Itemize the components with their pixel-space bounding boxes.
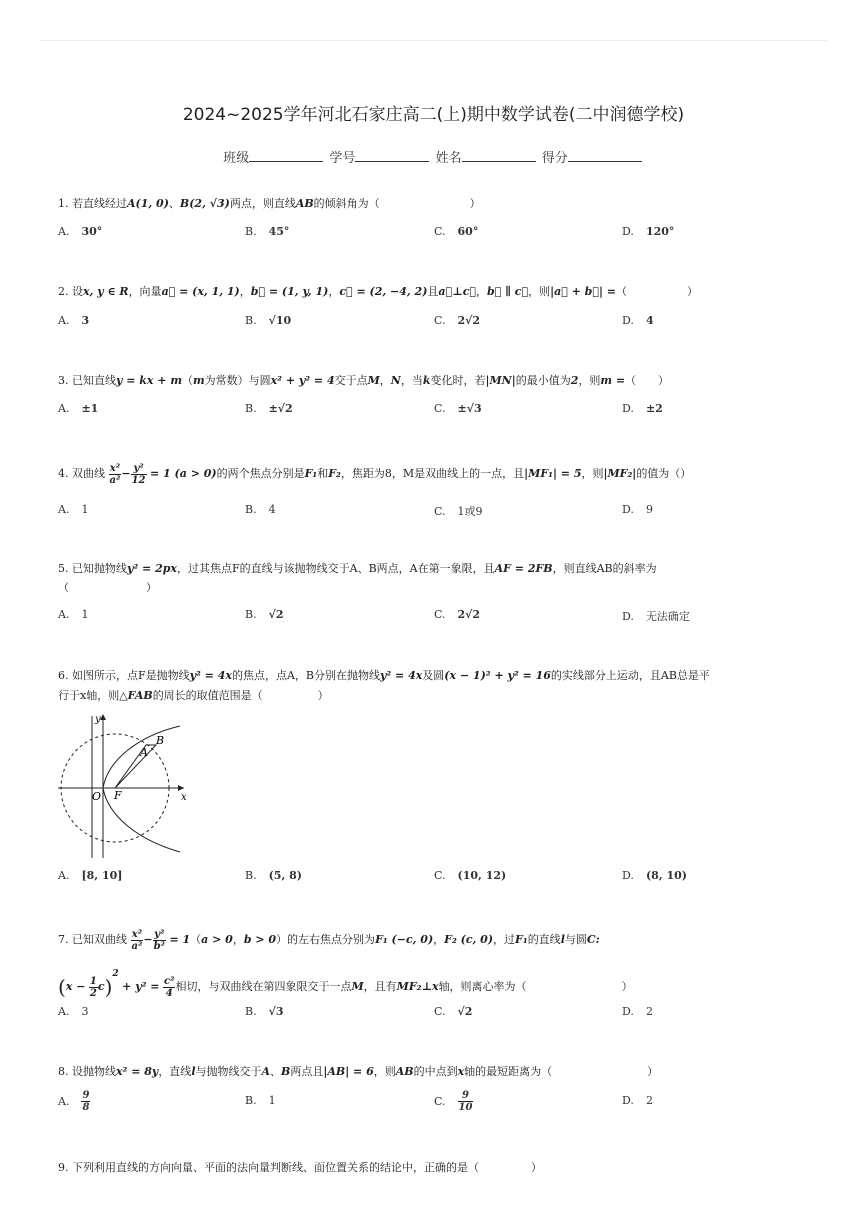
math: m = <box>600 374 626 387</box>
math: y² = 2px <box>127 562 177 575</box>
option-a[interactable] <box>58 869 122 882</box>
math: AF = 2FB <box>494 562 553 575</box>
option-a[interactable] <box>58 402 98 415</box>
math: AB <box>395 1065 414 1078</box>
option-label: A. <box>58 869 70 882</box>
option-label: C. <box>434 1005 446 1018</box>
question-text: 下列利用直线的方向向量、平面的法向量判断线、面位置关系的结论中，正确的是（ <box>72 1161 479 1174</box>
question-text: 的实线部分上运动，且AB总是平 <box>550 669 710 682</box>
fraction-denominator: 10 <box>458 1102 473 1113</box>
option-value: 2 <box>645 1094 653 1107</box>
question-text: 交于点 <box>334 374 368 387</box>
question-number: 4. <box>58 467 69 480</box>
option-a[interactable] <box>58 608 88 621</box>
question-text: ）的左右焦点分别为 <box>276 933 376 946</box>
question-text: 、 <box>168 197 180 210</box>
parabola-circle-figure <box>58 710 198 860</box>
question-4 <box>58 460 691 488</box>
math: B(2, √3) <box>179 197 230 210</box>
question-text: 设抛物线 <box>72 1065 116 1078</box>
fraction <box>81 1090 90 1113</box>
math: x <box>457 1065 465 1078</box>
question-text: ） <box>621 980 633 993</box>
question-5-line-2[interactable] <box>58 579 157 597</box>
option-b[interactable] <box>245 314 291 327</box>
question-number: 7. <box>58 933 69 946</box>
math: y² = 4x <box>379 669 423 682</box>
option-value: 4 <box>268 503 276 516</box>
page-title: 2024~2025学年河北石家庄高二(上)期中数学试卷(二中润德学校) <box>182 105 685 125</box>
question-text: 双曲线 <box>72 467 105 480</box>
question-text: 与圆 <box>564 933 587 946</box>
math: − <box>143 933 153 946</box>
math: a > 0 <box>201 933 233 946</box>
option-value: 1或9 <box>457 505 483 518</box>
option-label: D. <box>622 1005 634 1018</box>
fraction-numerator: 9 <box>82 1090 90 1101</box>
question-text: ） <box>469 197 481 210</box>
question-7 <box>58 926 600 954</box>
math: b⃗ = (1, y, 1) <box>250 285 329 298</box>
math: m <box>192 374 205 387</box>
math: F₂ (c, 0) <box>444 933 494 946</box>
option-value: 45° <box>268 225 290 238</box>
math: a⃗ = (x, 1, 1) <box>161 285 240 298</box>
question-text: ，则 <box>578 374 601 387</box>
math: l <box>191 1065 196 1078</box>
math: ) <box>104 975 113 999</box>
math: AB <box>295 197 314 210</box>
option-label: B. <box>245 608 257 621</box>
question-text: ） <box>687 285 699 298</box>
option-label: D. <box>622 1094 634 1107</box>
question-text: （ <box>616 285 628 298</box>
math: x² + y² = 4 <box>270 374 335 387</box>
math: M <box>367 374 380 387</box>
option-b[interactable] <box>245 402 293 415</box>
option-d[interactable] <box>622 225 674 238</box>
option-value: 4 <box>645 314 654 327</box>
option-label: A. <box>58 503 70 516</box>
option-a[interactable] <box>58 1005 88 1018</box>
option-d[interactable] <box>622 503 653 516</box>
math: A(1, 0) <box>127 197 169 210</box>
option-b[interactable] <box>245 608 283 621</box>
option-label: D. <box>622 503 634 516</box>
top-rule <box>40 40 827 41</box>
question-text: 和 <box>317 467 329 480</box>
class-label: 班级 <box>223 151 250 166</box>
fraction-numerator: 9 <box>458 1090 474 1102</box>
option-label: B. <box>245 314 257 327</box>
question-text: 已知双曲线 <box>72 933 127 946</box>
question-1 <box>58 195 481 213</box>
question-text: 与抛物线交于 <box>195 1065 262 1078</box>
option-label: D. <box>622 225 634 238</box>
math: 2 <box>570 374 579 387</box>
math: M <box>351 980 364 993</box>
question-text: 如图所示，点F是抛物线 <box>72 669 190 682</box>
label-x: x <box>181 792 187 803</box>
fraction-numerator: y² <box>131 463 147 475</box>
option-value: (5, 8) <box>268 869 302 882</box>
question-number: 2. <box>58 285 69 298</box>
question-text: ， <box>328 285 340 298</box>
option-d[interactable] <box>622 1005 653 1018</box>
fraction-numerator: 1 <box>89 975 97 987</box>
fraction-denominator: 2 <box>89 987 97 999</box>
option-value: 120° <box>645 225 675 238</box>
question-text: 的中点到 <box>413 1065 458 1078</box>
question-text: 、 <box>270 1065 282 1078</box>
option-value: [8, 10] <box>81 869 123 882</box>
question-text: ，则 <box>581 467 604 480</box>
question-text: （ <box>190 933 202 946</box>
option-value: 1 <box>268 1094 276 1107</box>
option-value: 无法确定 <box>645 610 690 623</box>
option-label: A. <box>58 608 70 621</box>
math: l <box>560 933 565 946</box>
math: c <box>97 980 105 993</box>
question-text: 的倾斜角为（ <box>313 197 380 210</box>
question-6-line-2 <box>58 687 329 705</box>
fraction-denominator: a² <box>131 940 143 952</box>
option-b[interactable] <box>245 225 289 238</box>
x-axis-arrow <box>178 785 184 791</box>
option-value: ±√2 <box>268 402 293 415</box>
label-a: A <box>140 746 148 759</box>
math: |MN| <box>485 374 516 387</box>
question-text: ， <box>476 285 487 298</box>
question-text: ，则直线AB的斜率为 <box>552 562 657 575</box>
option-d[interactable] <box>622 608 690 624</box>
fraction <box>131 929 144 952</box>
math: ( <box>58 975 66 999</box>
option-value: (8, 10) <box>645 869 687 882</box>
math: MF₂⊥x <box>396 980 439 993</box>
option-c[interactable] <box>434 1005 472 1018</box>
fraction-denominator: 12 <box>131 474 146 486</box>
math: + y² = <box>122 980 160 993</box>
question-5 <box>58 560 657 578</box>
question-text: 及圆 <box>422 669 445 682</box>
question-text: 的直线 <box>527 933 561 946</box>
math: △FAB <box>119 689 153 702</box>
question-text: 的两个焦点分别是 <box>216 467 305 480</box>
option-b[interactable] <box>245 503 276 516</box>
option-d[interactable] <box>622 869 687 882</box>
option-value: 60° <box>457 225 479 238</box>
option-value: 2 <box>645 1005 653 1018</box>
options-q1 <box>58 225 818 245</box>
fraction-denominator: 8 <box>82 1102 90 1113</box>
question-text: 轴的最短距离为（ <box>464 1065 553 1078</box>
triangle-fab <box>115 745 156 788</box>
math: B <box>281 1065 291 1078</box>
question-text: （ ） <box>625 374 670 387</box>
fraction <box>458 1090 474 1113</box>
option-b[interactable] <box>245 1005 283 1018</box>
question-text: 的周长的取值范围是（ ） <box>152 689 329 702</box>
name-label: 姓名 <box>435 151 462 166</box>
question-text: ，向量 <box>128 285 162 298</box>
option-label: B. <box>245 1094 257 1107</box>
math: F₁ <box>515 933 528 946</box>
option-label: B. <box>245 869 257 882</box>
question-text: ， <box>433 933 445 946</box>
question-number: 5. <box>58 562 69 575</box>
option-label: A. <box>58 314 70 327</box>
question-number: 6. <box>58 669 69 682</box>
option-value: √2 <box>457 1005 473 1018</box>
fraction-numerator: x² <box>131 928 143 940</box>
math: k <box>422 374 431 387</box>
math: x² = 8y <box>116 1065 159 1078</box>
question-text: 为常数）与圆 <box>204 374 271 387</box>
math: c⃗ = (2, −4, 2) <box>339 285 428 298</box>
option-label: A. <box>58 1095 70 1108</box>
option-value: 2√2 <box>457 314 481 327</box>
math: = 1 <box>169 933 191 946</box>
label-y: y <box>95 714 101 725</box>
option-value: 3 <box>81 314 90 327</box>
question-text: ，则 <box>373 1065 396 1078</box>
fraction <box>153 929 166 952</box>
y-axis-arrow <box>100 714 106 720</box>
options-q7 <box>58 1005 818 1025</box>
options-q8 <box>58 1090 818 1124</box>
option-c[interactable] <box>434 503 483 519</box>
question-text: 且 <box>427 285 439 298</box>
question-6 <box>58 667 710 685</box>
question-text: ，过其焦点F的直线与该抛物线交于A、B两点，A在第一象限，且 <box>177 562 495 575</box>
question-text: 设 <box>72 285 83 298</box>
question-number: 9. <box>58 1161 69 1174</box>
question-text: ， <box>379 374 391 387</box>
option-label: A. <box>58 1005 70 1018</box>
question-text: 行于x轴，则 <box>58 689 120 702</box>
fraction-denominator: 4 <box>165 987 173 999</box>
option-a[interactable] <box>58 314 89 327</box>
question-8 <box>58 1063 658 1081</box>
math: − <box>121 467 131 480</box>
option-c[interactable] <box>434 608 480 621</box>
question-text: ，则 <box>528 285 551 298</box>
question-text: ，焦距为8，M是双曲线上的一点，且 <box>340 467 525 480</box>
math: = 1 (a > 0) <box>150 467 217 480</box>
fraction-denominator: b² <box>153 940 165 952</box>
option-c[interactable] <box>434 314 480 327</box>
option-label: B. <box>245 503 257 516</box>
question-text: ） <box>647 1065 659 1078</box>
question-text: ，直线 <box>158 1065 192 1078</box>
fraction <box>131 463 147 486</box>
answer-blank[interactable]: （ ） <box>58 581 157 594</box>
option-label: B. <box>245 402 257 415</box>
math: y² = 4x <box>189 669 232 682</box>
label-b: B <box>156 734 165 747</box>
question-text: 轴，则离心率为（ <box>438 980 527 993</box>
options-q3 <box>58 402 818 422</box>
math: A <box>261 1065 271 1078</box>
name-blank[interactable] <box>462 149 536 162</box>
option-label: A. <box>58 402 70 415</box>
option-value: (10, 12) <box>457 869 507 882</box>
question-number: 3. <box>58 374 69 387</box>
option-label: B. <box>245 225 257 238</box>
question-text: 两点且 <box>290 1065 324 1078</box>
option-c[interactable] <box>434 402 482 415</box>
number-label: 学号 <box>329 151 356 166</box>
options-q4 <box>58 503 818 523</box>
question-7-line-2 <box>58 958 633 1003</box>
fraction <box>89 976 98 999</box>
math: b > 0 <box>243 933 277 946</box>
math: |a⃗ + b⃗| = <box>550 285 617 298</box>
option-label: D. <box>622 610 634 623</box>
question-2 <box>58 283 698 301</box>
math: F₁ (−c, 0) <box>375 933 434 946</box>
math: y = kx + m <box>116 374 182 387</box>
question-text: ， <box>239 285 251 298</box>
fraction <box>163 976 175 999</box>
label-f: F <box>114 789 122 802</box>
math: C: <box>586 933 600 946</box>
question-text: ） <box>531 1161 542 1174</box>
option-value: 1 <box>81 503 89 516</box>
option-value: √3 <box>268 1005 284 1018</box>
question-9 <box>58 1159 542 1177</box>
options-q5 <box>58 608 818 628</box>
question-text: ，当 <box>400 374 423 387</box>
question-text: 若直线经过 <box>72 197 127 210</box>
options-q2 <box>58 314 818 334</box>
option-value: ±1 <box>81 402 99 415</box>
option-value: ±√3 <box>457 402 482 415</box>
math: (x − 1)² + y² = 16 <box>444 669 551 682</box>
math: a⃗⊥c⃗ <box>438 285 476 298</box>
option-label: C. <box>434 505 446 518</box>
option-value: 1 <box>81 608 89 621</box>
question-text: 变化时，若 <box>430 374 486 387</box>
options-q6 <box>58 869 818 889</box>
fraction-denominator: a² <box>109 474 121 486</box>
question-number: 8. <box>58 1065 69 1078</box>
option-value: ±2 <box>645 402 663 415</box>
math: x − <box>65 980 86 993</box>
option-c[interactable] <box>434 1090 473 1113</box>
option-value: √10 <box>268 314 292 327</box>
fraction <box>109 463 122 486</box>
question-3 <box>58 372 669 390</box>
number-blank[interactable] <box>355 149 429 162</box>
question-text: 的焦点，点A，B分别在抛物线 <box>231 669 380 682</box>
option-a[interactable] <box>58 1090 90 1113</box>
label-o: O <box>92 790 102 803</box>
option-c[interactable] <box>434 225 478 238</box>
question-text: 的值为（） <box>636 467 692 480</box>
math: b⃗ ∥ c⃗ <box>487 285 529 298</box>
option-label: B. <box>245 1005 257 1018</box>
question-text: ，且有 <box>363 980 397 993</box>
math: x, y ∈ R <box>83 285 129 298</box>
option-label: C. <box>434 225 446 238</box>
fraction-numerator: x² <box>109 462 121 474</box>
option-b[interactable] <box>245 869 302 882</box>
question-text: （ <box>181 374 193 387</box>
option-label: A. <box>58 225 70 238</box>
option-label: C. <box>434 402 446 415</box>
option-label: C. <box>434 608 446 621</box>
math: F₁ <box>304 467 318 480</box>
math: |MF₂| <box>603 467 637 480</box>
option-value: 30° <box>81 225 103 238</box>
option-label: D. <box>622 402 634 415</box>
question-text: 已知直线 <box>72 374 116 387</box>
option-a[interactable] <box>58 225 102 238</box>
option-value: 9 <box>645 503 653 516</box>
math: F₂ <box>328 467 341 480</box>
option-label: D. <box>622 314 634 327</box>
class-blank[interactable] <box>249 149 323 162</box>
score-blank[interactable] <box>568 149 642 162</box>
option-d[interactable] <box>622 1094 653 1107</box>
option-d[interactable] <box>622 314 654 327</box>
option-a[interactable] <box>58 503 88 516</box>
option-value: √2 <box>268 608 284 621</box>
option-c[interactable] <box>434 869 506 882</box>
option-label: C. <box>434 314 446 327</box>
option-d[interactable] <box>622 402 663 415</box>
question-number: 1. <box>58 197 69 210</box>
option-b[interactable] <box>245 1094 276 1107</box>
question-text: ，过 <box>493 933 516 946</box>
student-info-line <box>0 147 867 166</box>
question-text: 两点，则直线 <box>229 197 296 210</box>
math: |MF₁| = 5 <box>524 467 582 480</box>
option-label: C. <box>434 1095 446 1108</box>
question-text: ， <box>232 933 244 946</box>
question-text: 已知抛物线 <box>72 562 127 575</box>
fraction-numerator: y² <box>154 928 165 940</box>
math: |AB| = 6 <box>323 1065 374 1078</box>
question-text: 相切，与双曲线在第四象限交于一点 <box>175 980 352 993</box>
option-label: C. <box>434 869 446 882</box>
question-text: 的最小值为 <box>515 374 571 387</box>
option-value: 3 <box>81 1005 89 1018</box>
math: 2 <box>112 969 119 979</box>
math: N <box>390 374 401 387</box>
option-value: 2√2 <box>457 608 481 621</box>
score-label: 得分 <box>541 151 568 166</box>
fraction-numerator: c² <box>163 975 175 987</box>
option-label: D. <box>622 869 634 882</box>
